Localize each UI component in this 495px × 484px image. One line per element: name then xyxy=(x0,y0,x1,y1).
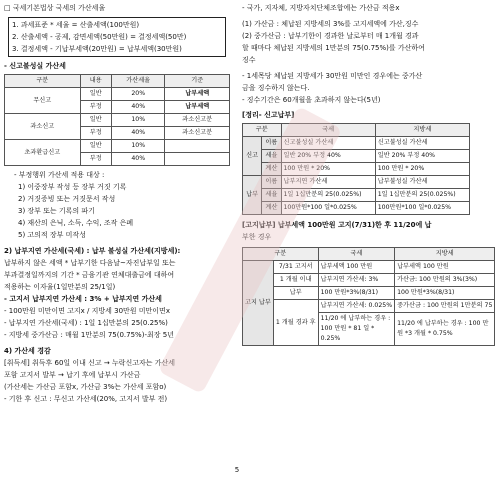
late-payment-item: - 납부지연 가산세(국세) : 1일 1십만분의 25(0.25%) xyxy=(4,319,168,327)
reduction-line: - 기한 후 신고 : 무신고 가산세(20%, 고지서 발부 전) xyxy=(4,395,168,403)
table-cell: 100만원*100 일*0.025% xyxy=(375,202,469,215)
body-line: (2) 중가산금 : 납부기한이 경과한 날로부터 매 1개월 경과 xyxy=(242,32,419,40)
formula-line: 1. 과세표준 * 세율 = 산출세액(100만원) xyxy=(12,21,140,29)
table-cell: 100 만원*3%(8/31) xyxy=(318,287,394,300)
table-cell: 100만원*100 일*0.025% xyxy=(281,202,375,215)
table-cell: 가산금: 100 만원의 3%(3%) xyxy=(395,274,495,287)
table-cell: 과소신고 xyxy=(5,114,81,140)
table-cell: 납부지연 가산세 xyxy=(281,176,375,189)
table-cell: 100 만원 * 20% xyxy=(375,163,469,176)
notice-title-cont: 부한 경우 xyxy=(242,233,272,241)
fraud-item: 4) 재산의 은닉, 소득, 수익, 조작 은폐 xyxy=(18,219,134,227)
table-header: 국세 xyxy=(281,124,375,137)
table-cell: 계산 xyxy=(262,202,281,215)
table-cell: 부정 xyxy=(80,153,111,166)
body-line: 할 때마다 체납된 지방세의 1만분의 75(0.75%)를 가산하여 xyxy=(242,44,425,52)
subheading-filing-penalty: - 신고불성실 가산세 xyxy=(4,62,66,70)
filing-penalty-table xyxy=(4,74,230,166)
fraud-item: 3) 장부 또는 기록의 파기 xyxy=(18,207,95,215)
table-header: 구분 xyxy=(243,124,282,137)
table-cell: 납부세액 100 만원 xyxy=(395,261,495,274)
late-payment-title: 2) 납부지연 가산세(국세) : 납부 불성실 가산세(지방세): xyxy=(4,247,181,255)
table-header: 국세 xyxy=(318,248,394,261)
table-cell xyxy=(165,153,230,166)
table-row xyxy=(5,88,230,101)
table-cell: 신고불성실 가산세 xyxy=(281,137,375,150)
late-payment-item: - 고지서 납부지연 가산세 : 3% + 납부지연 가산세 xyxy=(4,295,162,303)
reduction-title: 4) 가산세 경감 xyxy=(4,347,51,355)
table-cell: 1일 1십만분의 25(0.025%) xyxy=(281,189,375,202)
table-header: 구분 xyxy=(243,248,319,261)
table-cell: 1일 1십만분의 25(0.025%) xyxy=(375,189,469,202)
table-cell: 부정 xyxy=(80,127,111,140)
table-header-row xyxy=(5,75,230,88)
table-cell: 납부세액 xyxy=(165,88,230,101)
fraud-title: - 부정행위 가산세 적용 대상 : xyxy=(14,171,105,179)
page-number: 5 xyxy=(234,466,240,474)
table-row xyxy=(243,287,495,300)
fraud-item: 5) 고의적 장부 미작성 xyxy=(18,231,86,239)
table-row xyxy=(243,137,470,150)
late-payment-line: 부과결정일까지의 기간 * 금융기관 연체대출금에 대하여 xyxy=(4,271,175,279)
table-cell: 11/20 에 납부하는 경우 : 100 만원 * 81 일 * 0.25% xyxy=(318,313,394,346)
table-cell: 일반 xyxy=(80,114,111,127)
reduction-line: [취득세] 취득후 60일 이내 신고 → 누락신고자는 가산세 xyxy=(4,359,176,367)
table-cell: 납부 xyxy=(273,287,318,300)
table-header-row xyxy=(243,124,470,137)
table-header: 기준 xyxy=(165,75,230,88)
table-cell: 신고 xyxy=(243,137,262,176)
table-cell: 고지 납부 xyxy=(243,261,274,346)
table-header: 지방세 xyxy=(395,248,495,261)
table-cell: 일반 xyxy=(80,88,111,101)
table-header: 지방세 xyxy=(375,124,469,137)
table-cell: 100 만원*3%(8/31) xyxy=(395,287,495,300)
table-cell: 초과환급신고 xyxy=(5,140,81,166)
table-row xyxy=(243,274,495,287)
table-row xyxy=(5,140,230,153)
fraud-item: 2) 거짓증빙 또는 거짓문서 작성 xyxy=(18,195,116,203)
table-cell: 100 만원 * 20% xyxy=(281,163,375,176)
table-row xyxy=(243,300,495,313)
late-payment-line: 납부하지 않은 세액 * 납부기한 다음날~자진납부일 또는 xyxy=(4,259,176,267)
table-header: 가산세율 xyxy=(111,75,164,88)
table-cell: 납부지연 가산세: 0.025% xyxy=(318,300,394,313)
late-payment-item: - 지방세 중가산금 : 매월 1만분의 75(0.75%)-최장 5년 xyxy=(4,331,174,339)
reduction-line: 포함 고지서 발부 → 납기 후에 납부시 가산금 xyxy=(4,371,141,379)
table-row xyxy=(243,163,470,176)
notice-payment-table xyxy=(242,247,495,346)
fraud-item: 1) 이중장부 작성 등 장부 거짓 기록 xyxy=(18,183,127,191)
table-cell: 납부 xyxy=(243,176,262,215)
table-cell: 이름 xyxy=(262,176,281,189)
table-cell: 일반 20% 부정 40% xyxy=(281,150,375,163)
table-cell: 40% xyxy=(111,101,164,114)
table-cell: 1 개월 이내 xyxy=(273,274,318,287)
table-cell: 납부지연 가산세: 3% xyxy=(318,274,394,287)
table-cell: 11/20 에 납부하는 경우 : 100 만원 *3 개월 * 0.75% xyxy=(395,313,495,346)
table-header: 내용 xyxy=(80,75,111,88)
table-cell: 납부불성실 가산세 xyxy=(375,176,469,189)
table-cell: 신고불성실 가산세 xyxy=(375,137,469,150)
table-cell: 20% xyxy=(111,88,164,101)
table-cell: 1 개월 경과 후 xyxy=(273,300,318,346)
table-header: 구분 xyxy=(5,75,81,88)
table-cell: 40% xyxy=(111,153,164,166)
formula-line: 2. 산출세액 - 공제, 감면세액(50만원) = 결정세액(50만) xyxy=(12,33,187,41)
table-header-row xyxy=(243,248,495,261)
table-cell: 세율 xyxy=(262,189,281,202)
table-cell: 과소신고분 xyxy=(165,114,230,127)
table-cell xyxy=(165,140,230,153)
table-cell: 납부세액 xyxy=(165,101,230,114)
table-row xyxy=(243,189,470,202)
table-cell: 무신고 xyxy=(5,88,81,114)
table-row xyxy=(243,176,470,189)
body-line: 징수 xyxy=(242,56,256,64)
body-line: - 국가, 지자체, 지방자치단체조합에는 가산금 적용x xyxy=(242,4,400,12)
body-line: (1) 가산금 : 체납된 지방세의 3%를 고지세액에 가산,징수 xyxy=(242,20,419,28)
late-payment-line: 적용하는 이자율(1일만분의 25/1일) xyxy=(4,283,116,291)
left-column xyxy=(4,2,230,405)
table-cell: 7/31 고지서 xyxy=(273,261,318,274)
table-row xyxy=(243,202,470,215)
table-cell: 부정 xyxy=(80,101,111,114)
reduction-line: (가산세는 가산금 포함x, 가산금 3%는 가산세 포함o) xyxy=(4,383,167,391)
right-column xyxy=(242,2,493,346)
table-cell: 과소신고분 xyxy=(165,127,230,140)
summary-table xyxy=(242,123,470,215)
notice-title: [고지납부] 납부세액 100만원 고지(7/31)한 후 11/20에 납 xyxy=(242,221,432,229)
section-title: □ 국세기본법상 국세의 가산세율 xyxy=(4,4,106,12)
table-cell: 계산 xyxy=(262,163,281,176)
formula-box xyxy=(8,17,226,57)
table-row xyxy=(243,261,495,274)
table-cell: 10% xyxy=(111,114,164,127)
table-cell: 이름 xyxy=(262,137,281,150)
table-cell: 세율 xyxy=(262,150,281,163)
table-cell: 중가산금 : 100 만원의 1만분의 75 xyxy=(395,300,495,313)
summary-title: [정리- 신고납부] xyxy=(242,111,295,119)
late-payment-item: - 100만원 미만이면 고지x / 지방세 30만원 미만이면x xyxy=(4,307,170,315)
table-cell: 일반 xyxy=(80,140,111,153)
table-cell: 납부세액 100 만원 xyxy=(318,261,394,274)
body-line: - 징수기간은 60개월을 초과하지 않는다(5년) xyxy=(242,96,381,104)
body-line: 금을 징수하지 않는다. xyxy=(242,84,310,92)
table-cell: 일반 20% 부정 40% xyxy=(375,150,469,163)
table-cell: 40% xyxy=(111,127,164,140)
table-row xyxy=(5,114,230,127)
body-line: - 1세목당 체납된 지방세가 30만원 미만인 경우에는 중가산 xyxy=(242,72,423,80)
table-cell: 10% xyxy=(111,140,164,153)
formula-line: 3. 결정세액 - 기납부세액(20만원) = 납부세액(30만원) xyxy=(12,45,182,53)
table-row xyxy=(243,150,470,163)
